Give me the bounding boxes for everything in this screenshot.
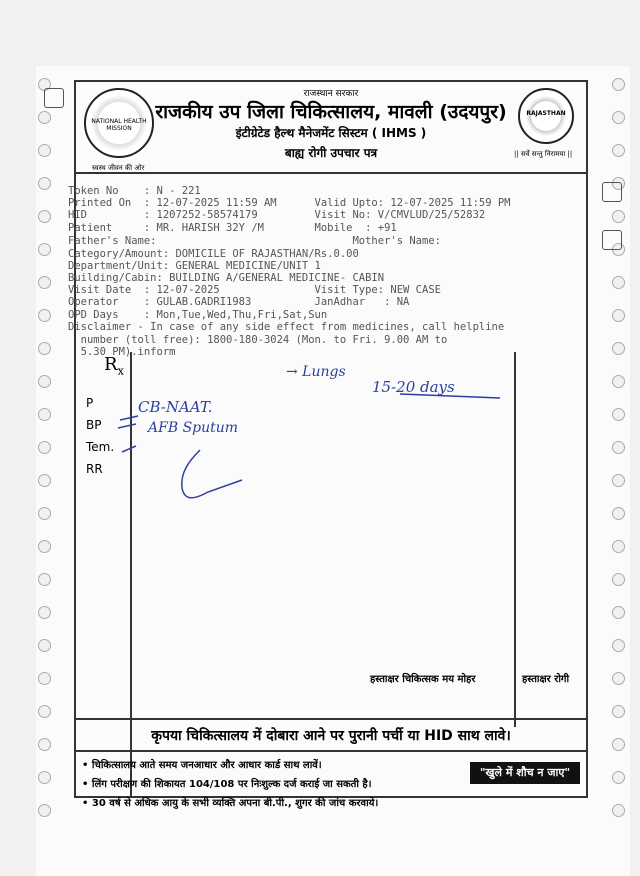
- divider: [74, 718, 588, 720]
- corner-box-icon: [602, 230, 622, 250]
- handwritten-note: 15-20 days: [372, 378, 455, 396]
- tractor-holes-left: [38, 78, 52, 837]
- operator-line: Operator : GULAB.GADRI1983 JanAdhar : NA: [68, 296, 410, 308]
- corner-box-icon: [602, 182, 622, 202]
- government-label: राजस्थान सरकार: [303, 89, 359, 99]
- vital-bp: BP: [86, 418, 102, 432]
- disclaimer-line: Disclaimer - In case of any side effect from medicines, call helpline: [68, 321, 505, 333]
- timing-line: 5.30 PM).inform: [68, 346, 176, 358]
- footer-instructions: [82, 756, 378, 813]
- vital-rr: RR: [86, 462, 103, 476]
- patient-signature-label: हस्ताक्षर रोगी: [522, 674, 570, 685]
- printed-on-line: Printed On : 12-07-2025 11:59 AM Valid Upto: 12-07-2025 11:59 PM: [68, 197, 511, 209]
- vital-temperature: Tem.: [86, 440, 115, 454]
- instruction-item: • चिकित्सालय आते समय जनआधार और आधार कार्ड साथ लावें।: [82, 760, 322, 771]
- opd-days-line: OPD Days : Mon,Tue,Wed,Thu,Fri,Sat,Sun: [68, 309, 328, 321]
- hid-line: HID : 1207252-58574179 Visit No: V/CMVLUD/25/52832: [68, 209, 486, 221]
- handwritten-note: → Lungs: [286, 364, 346, 380]
- visit-date-line: Visit Date : 12-07-2025 Visit Type: NEW CASE: [68, 284, 441, 296]
- instruction-item: • 30 वर्ष से अधिक आयु के सभी व्यक्ति अपना बी.पी., शुगर की जांच करवाये।: [82, 798, 379, 809]
- handwritten-note: AFB Sputum: [148, 420, 239, 436]
- opd-slip-label: बाह्य रोगी उपचार पत्र: [284, 146, 378, 160]
- rx-right-border: [514, 352, 516, 727]
- handwriting-strokes-icon: [110, 380, 510, 510]
- vital-pulse: P: [86, 396, 94, 410]
- category-line: Category/Amount: DOMICILE OF RAJASTHAN/Rs.0.00: [68, 248, 359, 260]
- building-line: Building/Cabin: BUILDING A/GENERAL MEDICINE- CABIN: [68, 272, 385, 284]
- ihms-label: इंटीग्रेटेड हैल्थ मैनेजमेंट सिस्टम ( IHMS ): [235, 126, 427, 140]
- department-line: Department/Unit: GENERAL MEDICINE/UNIT 1: [68, 260, 321, 272]
- doctor-signature-label: हस्ताक्षर चिकित्सक मय मोहर: [370, 674, 476, 685]
- revisit-notice: कृपया चिकित्सालय में दोबारा आने पर पुरानी पर्ची या HID साथ लावे।: [151, 728, 511, 744]
- token-line: Token No : N - 221: [68, 185, 201, 197]
- rx-symbol: $R_x$: [104, 354, 124, 378]
- divider: [74, 750, 588, 752]
- handwritten-note: CB-NAAT.: [138, 398, 213, 416]
- instruction-item: • लिंग परीक्षण की शिकायत 104/108 पर निःशुल्क दर्ज कराई जा सकती है।: [82, 779, 372, 790]
- parents-line: Father's Name: Mother's Name:: [68, 235, 441, 247]
- sanitation-slogan: "खुले में शौच न जाए": [470, 762, 580, 784]
- patient-line: Patient : MR. HARISH 32Y /M Mobile : +91: [68, 222, 397, 234]
- rajasthan-logo-icon: RAJASTHAN || सर्वे सन्तु निरामया ||: [518, 88, 574, 144]
- helpline-line: number (toll free): 1800-180-3024 (Mon. to Fri. 9.00 AM to: [68, 334, 448, 346]
- hospital-title: राजकीय उप जिला चिकित्सालय, मावली (उदयपुर): [155, 101, 507, 123]
- hospital-header: [74, 80, 588, 174]
- nhm-logo-icon: NATIONAL HEALTH MISSION स्वस्थ जीवन की ओर: [84, 88, 154, 158]
- corner-box-icon: [44, 88, 64, 108]
